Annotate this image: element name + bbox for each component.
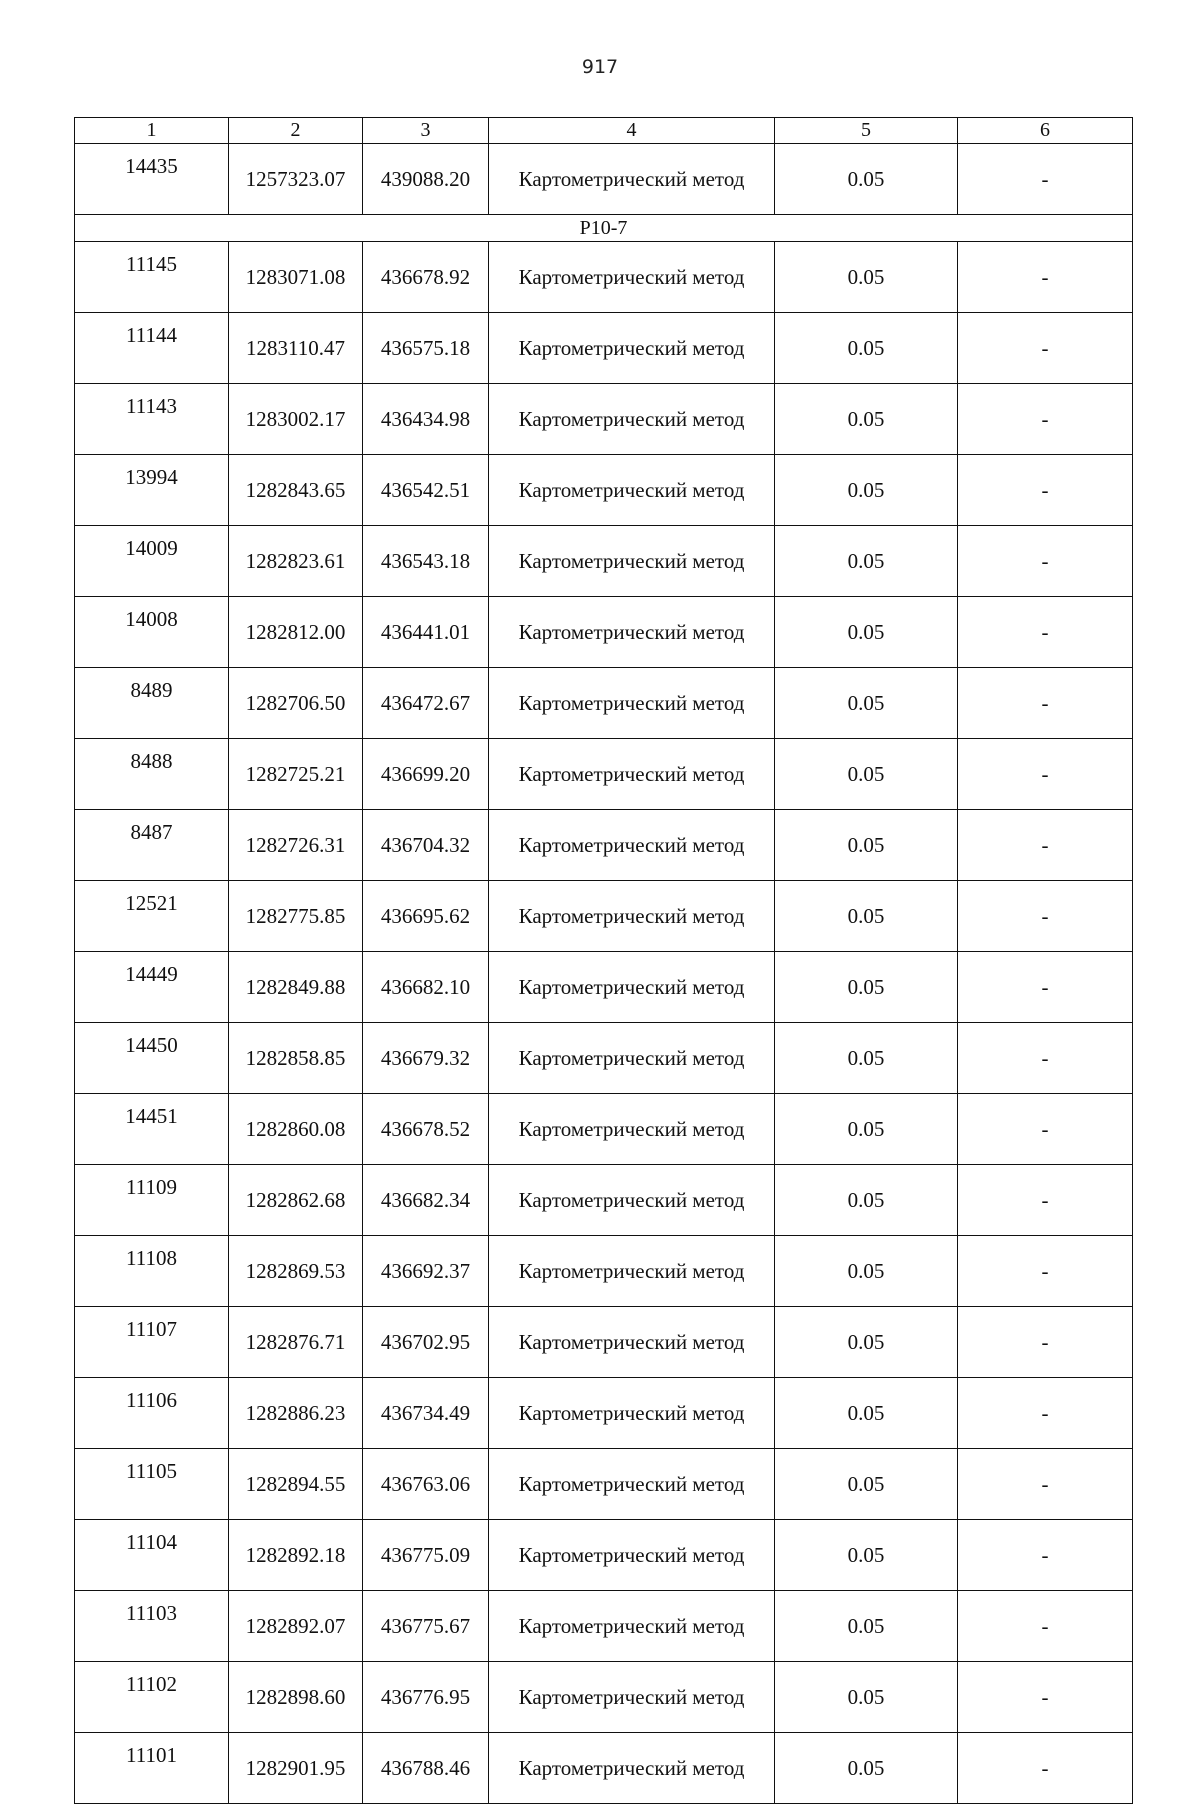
point-number-cell: 11101 [75, 1733, 229, 1804]
note-cell: - [958, 1094, 1133, 1165]
accuracy-cell: 0.05 [775, 1733, 958, 1804]
note-cell: - [958, 1023, 1133, 1094]
note-cell: - [958, 1378, 1133, 1449]
accuracy-cell: 0.05 [775, 739, 958, 810]
point-number-cell: 14008 [75, 597, 229, 668]
method-cell: Картометрический метод [489, 597, 775, 668]
x-coordinate-cell: 1282876.71 [229, 1307, 363, 1378]
note-cell: - [958, 1307, 1133, 1378]
method-cell: Картометрический метод [489, 526, 775, 597]
x-coordinate-cell: 1283071.08 [229, 242, 363, 313]
table-row [75, 1449, 1133, 1520]
method-cell: Картометрический метод [489, 1094, 775, 1165]
table-row [75, 1023, 1133, 1094]
y-coordinate-cell: 436472.67 [363, 668, 489, 739]
method-cell: Картометрический метод [489, 384, 775, 455]
table-row [75, 455, 1133, 526]
y-coordinate-cell: 436434.98 [363, 384, 489, 455]
note-cell: - [958, 242, 1133, 313]
table-row [75, 313, 1133, 384]
method-cell: Картометрический метод [489, 810, 775, 881]
x-coordinate-cell: 1282775.85 [229, 881, 363, 952]
point-number-cell: 8489 [75, 668, 229, 739]
method-cell: Картометрический метод [489, 1023, 775, 1094]
y-coordinate-cell: 436763.06 [363, 1449, 489, 1520]
point-number-cell: 11143 [75, 384, 229, 455]
table-row [75, 952, 1133, 1023]
note-cell: - [958, 144, 1133, 215]
accuracy-cell: 0.05 [775, 1023, 958, 1094]
x-coordinate-cell: 1282858.85 [229, 1023, 363, 1094]
note-cell: - [958, 384, 1133, 455]
y-coordinate-cell: 436678.52 [363, 1094, 489, 1165]
table-row [75, 1236, 1133, 1307]
note-cell: - [958, 1662, 1133, 1733]
accuracy-cell: 0.05 [775, 526, 958, 597]
x-coordinate-cell: 1283002.17 [229, 384, 363, 455]
method-cell: Картометрический метод [489, 144, 775, 215]
point-number-cell: 14435 [75, 144, 229, 215]
column-header: 5 [775, 118, 958, 144]
x-coordinate-cell: 1282862.68 [229, 1165, 363, 1236]
method-cell: Картометрический метод [489, 313, 775, 384]
accuracy-cell: 0.05 [775, 1165, 958, 1236]
y-coordinate-cell: 436776.95 [363, 1662, 489, 1733]
note-cell: - [958, 952, 1133, 1023]
y-coordinate-cell: 436543.18 [363, 526, 489, 597]
note-cell: - [958, 810, 1133, 881]
accuracy-cell: 0.05 [775, 1236, 958, 1307]
point-number-cell: 11106 [75, 1378, 229, 1449]
accuracy-cell: 0.05 [775, 242, 958, 313]
point-number-cell: 8487 [75, 810, 229, 881]
x-coordinate-cell: 1282860.08 [229, 1094, 363, 1165]
table-body [75, 144, 1133, 1804]
y-coordinate-cell: 436441.01 [363, 597, 489, 668]
point-number-cell: 11105 [75, 1449, 229, 1520]
point-number-cell: 11144 [75, 313, 229, 384]
y-coordinate-cell: 436682.10 [363, 952, 489, 1023]
y-coordinate-cell: 436775.09 [363, 1520, 489, 1591]
table-row [75, 810, 1133, 881]
header-row [75, 118, 1133, 144]
point-number-cell: 11145 [75, 242, 229, 313]
point-number-cell: 14450 [75, 1023, 229, 1094]
table-row [75, 526, 1133, 597]
note-cell: - [958, 526, 1133, 597]
table-row [75, 1520, 1133, 1591]
method-cell: Картометрический метод [489, 455, 775, 526]
point-number-cell: 11102 [75, 1662, 229, 1733]
method-cell: Картометрический метод [489, 668, 775, 739]
table-row [75, 1591, 1133, 1662]
x-coordinate-cell: 1282812.00 [229, 597, 363, 668]
method-cell: Картометрический метод [489, 1165, 775, 1236]
x-coordinate-cell: 1283110.47 [229, 313, 363, 384]
x-coordinate-cell: 1282901.95 [229, 1733, 363, 1804]
note-cell: - [958, 1520, 1133, 1591]
x-coordinate-cell: 1282823.61 [229, 526, 363, 597]
accuracy-cell: 0.05 [775, 384, 958, 455]
accuracy-cell: 0.05 [775, 668, 958, 739]
accuracy-cell: 0.05 [775, 810, 958, 881]
accuracy-cell: 0.05 [775, 1520, 958, 1591]
note-cell: - [958, 1449, 1133, 1520]
accuracy-cell: 0.05 [775, 1378, 958, 1449]
y-coordinate-cell: 436542.51 [363, 455, 489, 526]
coordinates-table [74, 117, 1133, 1804]
table-row [75, 1094, 1133, 1165]
y-coordinate-cell: 436775.67 [363, 1591, 489, 1662]
table-row [75, 1733, 1133, 1804]
point-number-cell: 12521 [75, 881, 229, 952]
table-row [75, 144, 1133, 215]
method-cell: Картометрический метод [489, 881, 775, 952]
method-cell: Картометрический метод [489, 952, 775, 1023]
x-coordinate-cell: 1282706.50 [229, 668, 363, 739]
note-cell: - [958, 1165, 1133, 1236]
y-coordinate-cell: 436702.95 [363, 1307, 489, 1378]
method-cell: Картометрический метод [489, 1236, 775, 1307]
y-coordinate-cell: 436695.62 [363, 881, 489, 952]
y-coordinate-cell: 436692.37 [363, 1236, 489, 1307]
page-number: 917 [581, 56, 619, 78]
x-coordinate-cell: 1282886.23 [229, 1378, 363, 1449]
point-number-cell: 11103 [75, 1591, 229, 1662]
y-coordinate-cell: 439088.20 [363, 144, 489, 215]
x-coordinate-cell: 1257323.07 [229, 144, 363, 215]
column-header: 4 [489, 118, 775, 144]
method-cell: Картометрический метод [489, 242, 775, 313]
table-row [75, 384, 1133, 455]
method-cell: Картометрический метод [489, 1378, 775, 1449]
method-cell: Картометрический метод [489, 1520, 775, 1591]
y-coordinate-cell: 436682.34 [363, 1165, 489, 1236]
point-number-cell: 11109 [75, 1165, 229, 1236]
point-number-cell: 13994 [75, 455, 229, 526]
column-header: 1 [75, 118, 229, 144]
x-coordinate-cell: 1282725.21 [229, 739, 363, 810]
accuracy-cell: 0.05 [775, 313, 958, 384]
y-coordinate-cell: 436704.32 [363, 810, 489, 881]
table-row [75, 597, 1133, 668]
x-coordinate-cell: 1282869.53 [229, 1236, 363, 1307]
method-cell: Картометрический метод [489, 1662, 775, 1733]
method-cell: Картометрический метод [489, 739, 775, 810]
note-cell: - [958, 313, 1133, 384]
point-number-cell: 11104 [75, 1520, 229, 1591]
column-header: 3 [363, 118, 489, 144]
table-row [75, 1378, 1133, 1449]
accuracy-cell: 0.05 [775, 881, 958, 952]
point-number-cell: 8488 [75, 739, 229, 810]
x-coordinate-cell: 1282894.55 [229, 1449, 363, 1520]
y-coordinate-cell: 436788.46 [363, 1733, 489, 1804]
point-number-cell: 14009 [75, 526, 229, 597]
note-cell: - [958, 1591, 1133, 1662]
column-header: 2 [229, 118, 363, 144]
method-cell: Картометрический метод [489, 1733, 775, 1804]
accuracy-cell: 0.05 [775, 1307, 958, 1378]
table-row [75, 739, 1133, 810]
accuracy-cell: 0.05 [775, 455, 958, 526]
y-coordinate-cell: 436678.92 [363, 242, 489, 313]
point-number-cell: 11108 [75, 1236, 229, 1307]
note-cell: - [958, 1236, 1133, 1307]
method-cell: Картометрический метод [489, 1307, 775, 1378]
accuracy-cell: 0.05 [775, 1662, 958, 1733]
note-cell: - [958, 455, 1133, 526]
x-coordinate-cell: 1282892.18 [229, 1520, 363, 1591]
accuracy-cell: 0.05 [775, 1449, 958, 1520]
table-row [75, 1165, 1133, 1236]
accuracy-cell: 0.05 [775, 952, 958, 1023]
method-cell: Картометрический метод [489, 1591, 775, 1662]
method-cell: Картометрический метод [489, 1449, 775, 1520]
note-cell: - [958, 597, 1133, 668]
table-row [75, 1307, 1133, 1378]
column-header: 6 [958, 118, 1133, 144]
y-coordinate-cell: 436734.49 [363, 1378, 489, 1449]
x-coordinate-cell: 1282892.07 [229, 1591, 363, 1662]
section-title: P10-7 [75, 215, 1133, 242]
note-cell: - [958, 1733, 1133, 1804]
table-row [75, 668, 1133, 739]
section-header-row [75, 215, 1133, 242]
note-cell: - [958, 881, 1133, 952]
y-coordinate-cell: 436575.18 [363, 313, 489, 384]
table-row [75, 881, 1133, 952]
x-coordinate-cell: 1282849.88 [229, 952, 363, 1023]
table-row [75, 1662, 1133, 1733]
accuracy-cell: 0.05 [775, 144, 958, 215]
point-number-cell: 14449 [75, 952, 229, 1023]
note-cell: - [958, 668, 1133, 739]
y-coordinate-cell: 436699.20 [363, 739, 489, 810]
x-coordinate-cell: 1282898.60 [229, 1662, 363, 1733]
y-coordinate-cell: 436679.32 [363, 1023, 489, 1094]
point-number-cell: 11107 [75, 1307, 229, 1378]
accuracy-cell: 0.05 [775, 597, 958, 668]
note-cell: - [958, 739, 1133, 810]
x-coordinate-cell: 1282726.31 [229, 810, 363, 881]
table-row [75, 242, 1133, 313]
point-number-cell: 14451 [75, 1094, 229, 1165]
accuracy-cell: 0.05 [775, 1591, 958, 1662]
accuracy-cell: 0.05 [775, 1094, 958, 1165]
x-coordinate-cell: 1282843.65 [229, 455, 363, 526]
